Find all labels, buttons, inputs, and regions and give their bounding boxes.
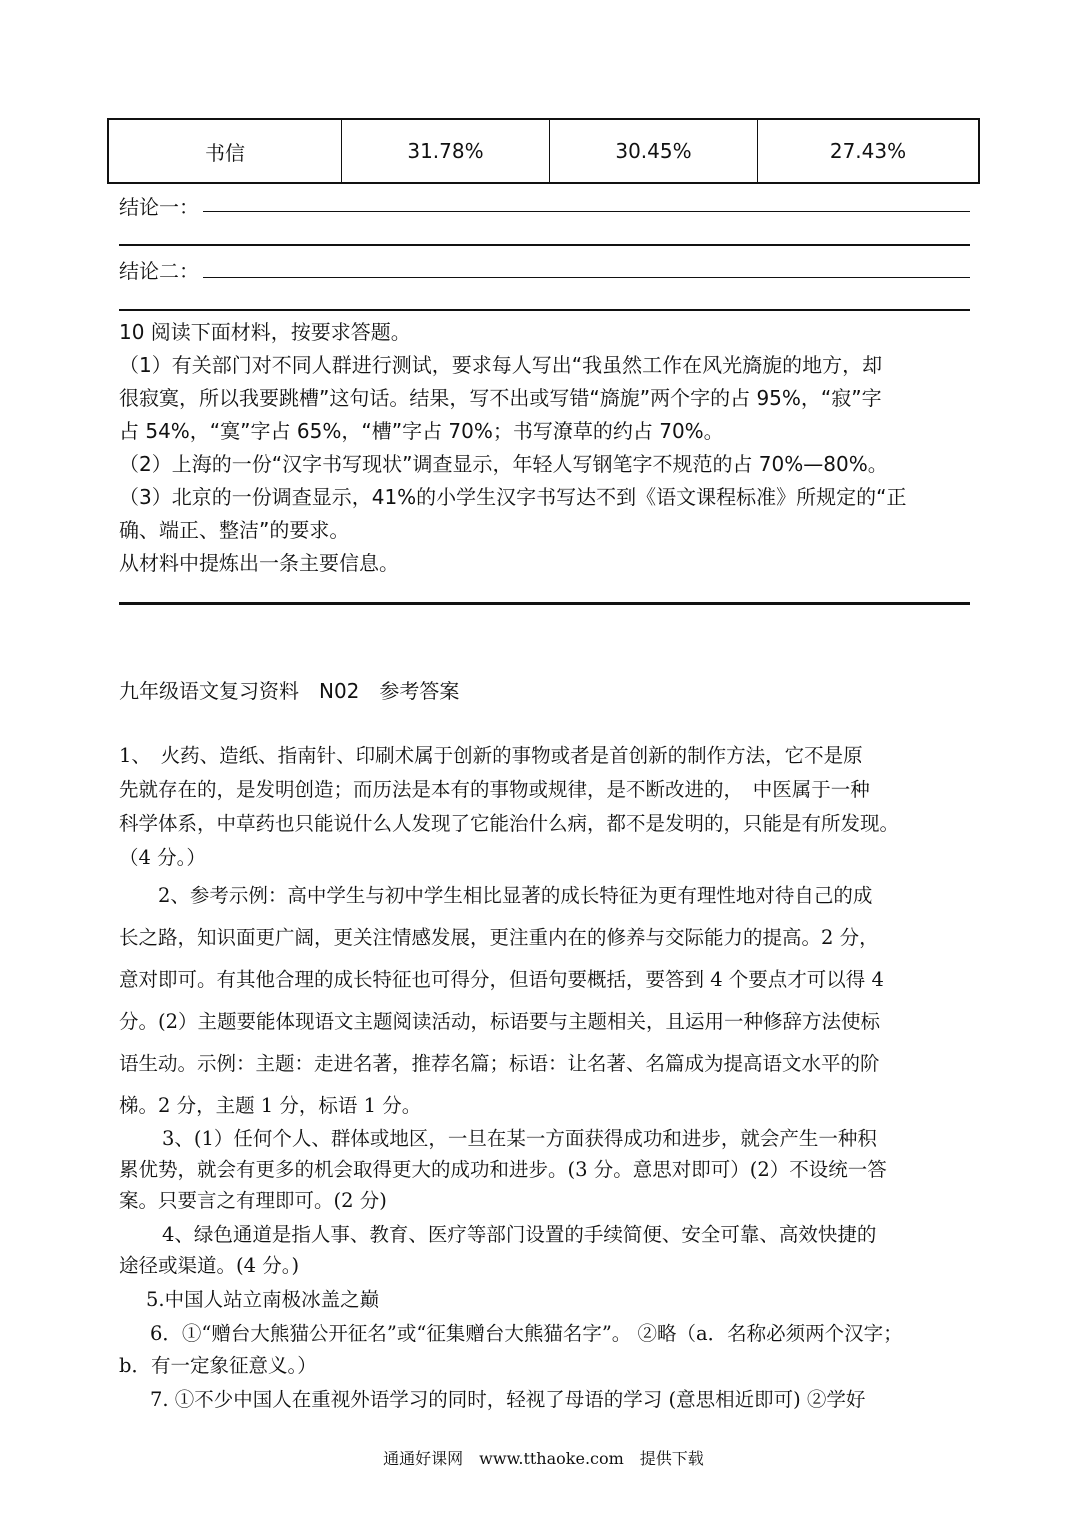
table-cell-label: 书信 — [205, 140, 245, 165]
material-1-line-3: 占 54%，“寞”字占 65%，“槽”字占 70%；书写潦草的约占 70%。 — [119, 419, 724, 443]
conclusion-2-label: 结论二： — [119, 259, 199, 283]
conclusion-1-label: 结论一： — [119, 195, 199, 219]
table-cell-value-2: 30.45% — [549, 120, 757, 182]
answer-2-line-5: 语生动。示例：主题：走进名著，推荐名篇；标语：让名著、名篇成为提高语文水平的阶 — [119, 1052, 880, 1075]
answer-6-line-1: 6．①“赠台大熊猫公开征名”或“征集赠台大熊猫名字”。 ②略（a．名称必须两个汉字； — [150, 1322, 903, 1345]
question-10-prompt: 从材料中提炼出一条主要信息。 — [119, 551, 399, 575]
answer-3-line-3: 案。只要言之有理即可。(2 分) — [119, 1189, 387, 1212]
answer-2-line-6: 梯。2 分，主题 1 分，标语 1 分。 — [119, 1094, 422, 1117]
answer-1-line-3: 科学体系，中草药也只能说什么人发现了它能治什么病，都不是发明的，只能是有所发现。 — [119, 812, 900, 835]
conclusion-2-answer-line-2[interactable] — [119, 309, 970, 311]
answer-3-line-1: 3、(1）任何个人、群体或地区，一旦在某一方面获得成功和进步，就会产生一种积 — [162, 1127, 877, 1150]
answer-1-line-1: 1、 火药、造纸、指南针、印刷术属于创新的事物或者是首创新的制作方法，它不是原 — [119, 744, 863, 767]
answer-4-line-2: 途径或渠道。(4 分。) — [119, 1254, 300, 1277]
material-1-line-2: 很寂寞，所以我要跳槽”这句话。结果，写不出或写错“旖旎”两个字的占 95%，“寂”字 — [119, 386, 882, 410]
answers-title: 九年级语文复习资料 N02 参考答案 — [119, 679, 460, 703]
conclusion-2-answer-line[interactable] — [203, 277, 970, 278]
answer-1-line-2: 先就存在的，是发明创造；而历法是本有的事物或规律，是不断改进的， 中医属于一种 — [119, 778, 870, 801]
answer-7-line-1: 7. ①不少中国人在重视外语学习的同时，轻视了母语的学习 (意思相近即可) ②学好 — [150, 1388, 866, 1411]
conclusion-1-answer-line-2[interactable] — [119, 244, 970, 246]
table-cell-value-3: 27.43% — [757, 120, 978, 182]
material-1-line-1: （1）有关部门对不同人群进行测试，要求每人写出“我虽然工作在风光旖旎的地方，却 — [119, 353, 883, 377]
answer-2-line-3: 意对即可。有其他合理的成长特征也可得分，但语句要概括，要答到 4 个要点才可以得 4 — [119, 968, 884, 991]
conclusion-1-answer-line[interactable] — [203, 211, 970, 212]
survey-table-row — [107, 118, 980, 184]
question-10-title: 10 阅读下面材料，按要求答题。 — [119, 320, 411, 344]
material-3-line-2: 确、端正、整洁”的要求。 — [119, 518, 350, 542]
page-footer: 通通好课网 www.tthaoke.com 提供下载 — [383, 1449, 704, 1468]
answer-3-line-2: 累优势，就会有更多的机会取得更大的成功和进步。(3 分。意思对即可）(2）不设统一答 — [119, 1158, 887, 1181]
table-cell-value-1: 31.78% — [341, 120, 549, 182]
answer-2-line-2: 长之路，知识面更广阔，更关注情感发展，更注重内在的修养与交际能力的提高。2 分， — [119, 926, 879, 949]
answer-5: 5.中国人站立南极冰盖之巅 — [146, 1288, 380, 1311]
answer-6-line-2: b．有一定象征意义。） — [119, 1354, 317, 1377]
answer-1-line-4: （4 分。） — [119, 846, 206, 869]
material-3-line-1: （3）北京的一份调查显示，41%的小学生汉字书写达不到《语文课程标准》所规定的“正 — [119, 485, 907, 509]
material-2: （2）上海的一份“汉字书写现状”调查显示，年轻人写钢笔字不规范的占 70%—80%。 — [119, 452, 888, 476]
answer-2-line-4: 分。(2）主题要能体现语文主题阅读活动，标语要与主题相关，且运用一种修辞方法使标 — [119, 1010, 881, 1033]
answer-4-line-1: 4、绿色通道是指人事、教育、医疗等部门设置的手续简便、安全可靠、高效快捷的 — [162, 1223, 877, 1246]
answer-2-line-1: 2、参考示例：高中学生与初中学生相比显著的成长特征为更有理性地对待自己的成 — [158, 884, 873, 907]
question-10-answer-line[interactable] — [119, 602, 970, 605]
